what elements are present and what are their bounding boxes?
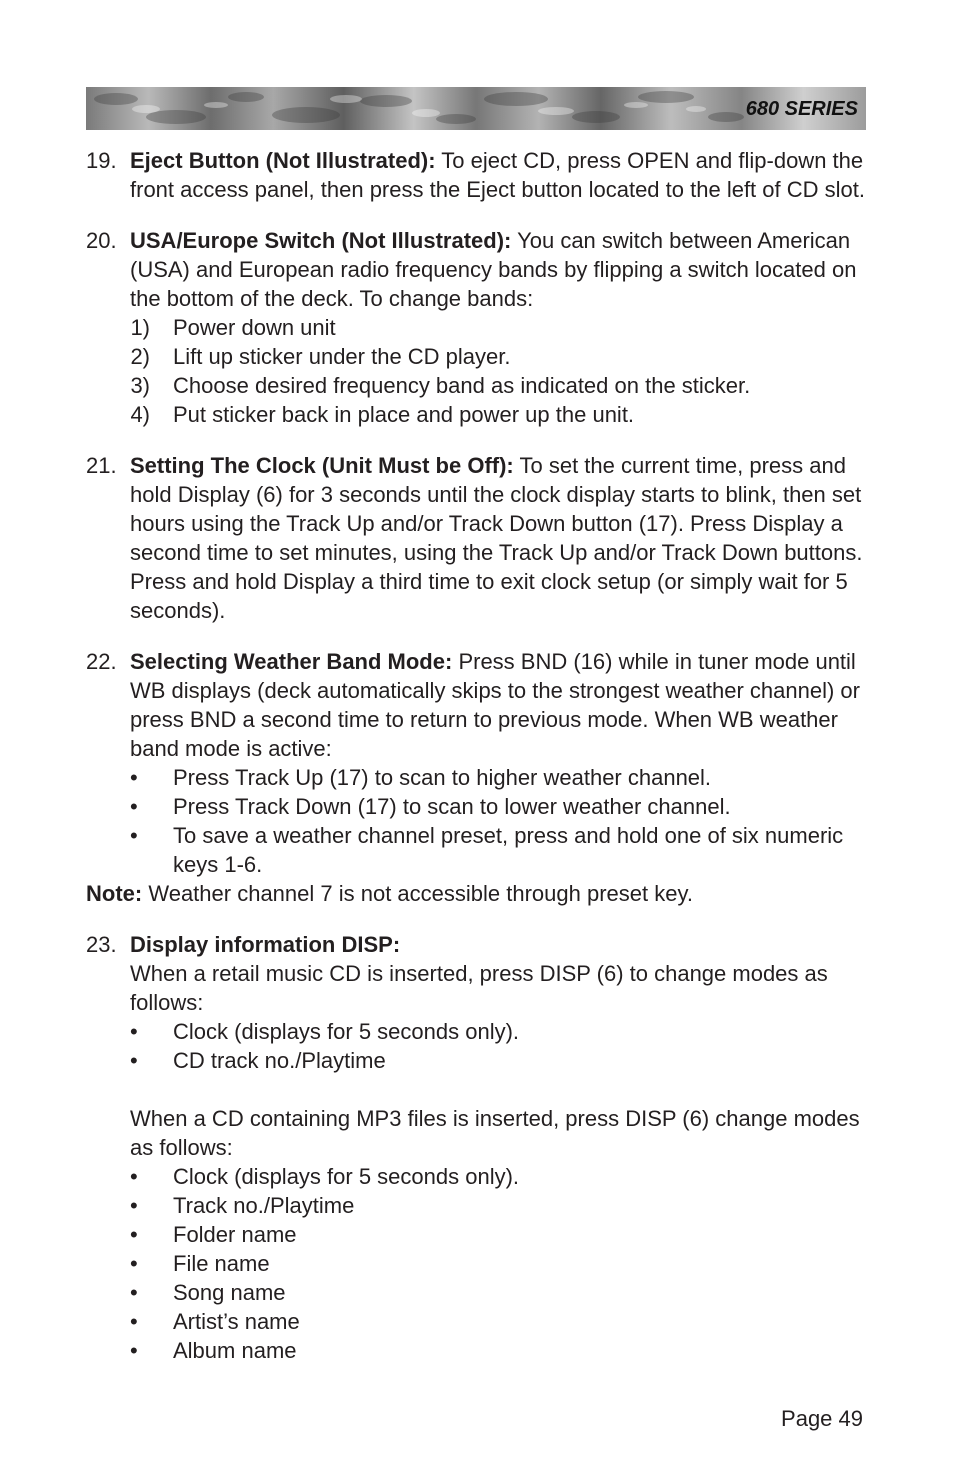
item-22: [86, 647, 876, 879]
bullet-text: Album name: [173, 1338, 297, 1363]
bullet-item: [130, 821, 876, 879]
item-number: 22.: [86, 649, 117, 674]
bullet-text: Clock (displays for 5 seconds only).: [173, 1164, 520, 1189]
step-number: 3): [130, 373, 150, 398]
cd-mode-list: [130, 1017, 876, 1075]
page-body: [86, 146, 876, 1387]
item-paragraph: [130, 930, 876, 959]
page-number: Page 49: [781, 1406, 863, 1431]
item-text: You can switch between American (USA) and European radio frequency bands by flipping a switch located on the bottom of the deck. To change bands:: [130, 228, 857, 311]
mp3-mode-list: [130, 1162, 876, 1365]
note-label: Note:: [86, 881, 143, 906]
bullet-text: Press Track Up (17) to scan to higher weather channel.: [173, 765, 712, 790]
step-number: 4): [130, 402, 150, 427]
bullet-text: Press Track Down (17) to scan to lower weather channel.: [173, 794, 731, 819]
item-title: Selecting Weather Band Mode:: [130, 649, 453, 674]
item-title: Setting The Clock (Unit Must be Off):: [130, 453, 514, 478]
bullet-item: [130, 1307, 876, 1336]
step-text: Power down unit: [173, 315, 336, 340]
bullet-glyph: •: [130, 1280, 138, 1305]
item-text: To set the current time, press and hold Display (6) for 3 seconds until the clock display starts to blink, then set hours using the Track Up and/or Track Down button (17). Press Display a second time to set minutes, using the Track Up and/or Track Down buttons. Press and hold Display a third time to exit clock setup (or simply wait for 5 seconds).: [130, 453, 863, 623]
bullet-item: [130, 792, 876, 821]
item-number: 19.: [86, 148, 117, 173]
item-20: [86, 226, 876, 429]
item-paragraph: [130, 226, 876, 313]
item-paragraph: [130, 647, 876, 763]
bullet-text: CD track no./Playtime: [173, 1048, 386, 1073]
item-title: USA/Europe Switch (Not Illustrated):: [130, 228, 512, 253]
item-text: To eject CD, press OPEN and flip-down the front access panel, then press the Eject button located to the left of CD slot.: [130, 148, 865, 202]
note-text: Weather channel 7 is not accessible through preset key.: [148, 881, 693, 906]
bullet-item: [130, 1162, 876, 1191]
note: [86, 879, 876, 908]
item-number: 20.: [86, 228, 117, 253]
bullet-glyph: •: [130, 765, 138, 790]
bullet-glyph: •: [130, 823, 138, 848]
bullet-glyph: •: [130, 1019, 138, 1044]
bullet-text: Folder name: [173, 1222, 297, 1247]
bullet-text: File name: [173, 1251, 270, 1276]
step-item: [130, 342, 876, 371]
item-19: [86, 146, 876, 204]
bullet-glyph: •: [130, 1164, 138, 1189]
item-paragraph: [130, 451, 876, 625]
item-paragraph: [130, 146, 876, 204]
step-item: [130, 400, 876, 429]
bullet-glyph: •: [130, 1251, 138, 1276]
bullet-glyph: •: [130, 794, 138, 819]
bullet-glyph: •: [130, 1193, 138, 1218]
bullet-item: [130, 1191, 876, 1220]
bullet-text: Track no./Playtime: [173, 1193, 355, 1218]
bullet-glyph: •: [130, 1338, 138, 1363]
step-number: 1): [130, 315, 150, 340]
bullet-item: [130, 1336, 876, 1365]
bullet-item: [130, 1017, 876, 1046]
step-text: Lift up sticker under the CD player.: [173, 344, 511, 369]
bullet-list: [130, 763, 876, 879]
bullet-text: Artist’s name: [173, 1309, 300, 1334]
item-text: Press BND (16) while in tuner mode until WB displays (deck automatically skips to the strongest weather channel) or press BND a second time to return to previous mode. When WB weather band mode is active:: [130, 649, 860, 761]
bullet-item: [130, 1249, 876, 1278]
item-title: Display information DISP:: [130, 932, 401, 957]
step-text: Choose desired frequency band as indicated on the sticker.: [173, 373, 751, 398]
bullet-item: [130, 1278, 876, 1307]
bullet-item: [130, 1046, 876, 1075]
spacer: [130, 1075, 876, 1104]
step-text: Put sticker back in place and power up the unit.: [173, 402, 635, 427]
bullet-text: To save a weather channel preset, press and hold one of six numeric keys 1-6.: [173, 823, 844, 877]
bullet-text: Song name: [173, 1280, 286, 1305]
steps-list: [130, 313, 876, 429]
bullet-glyph: •: [130, 1309, 138, 1334]
header-banner: [86, 87, 866, 130]
bullet-glyph: •: [130, 1222, 138, 1247]
step-item: [130, 313, 876, 342]
item-title: Eject Button (Not Illustrated):: [130, 148, 436, 173]
step-item: [130, 371, 876, 400]
series-title: 680 SERIES: [745, 98, 858, 120]
item-number: 21.: [86, 453, 117, 478]
bullet-item: [130, 1220, 876, 1249]
bullet-item: [130, 763, 876, 792]
item-number: 23.: [86, 932, 117, 957]
step-number: 2): [130, 344, 150, 369]
item-23: [86, 930, 876, 1365]
bullet-text: Clock (displays for 5 seconds only).: [173, 1019, 520, 1044]
cd-intro: When a retail music CD is inserted, press DISP (6) to change modes as follows:: [130, 961, 828, 1015]
mp3-intro: When a CD containing MP3 files is inserted, press DISP (6) change modes as follows:: [130, 1106, 860, 1160]
item-21: [86, 451, 876, 625]
bullet-glyph: •: [130, 1048, 138, 1073]
